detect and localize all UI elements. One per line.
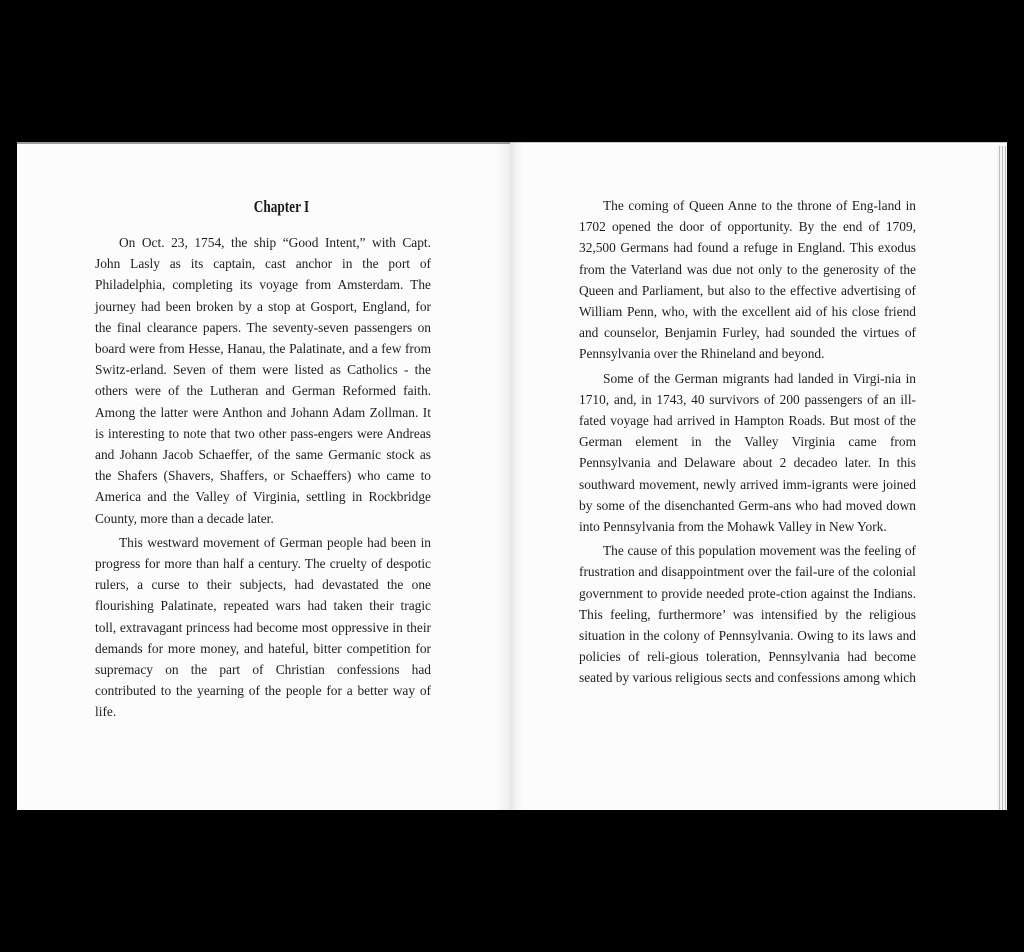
left-paragraph-2: This westward movement of German people had been in progress for more than half a century. The cruelty of despotic rulers, a curse to their subjects, had devastated the one flourishing Palatinate, repeated wars had taken their tragic toll, extravagant princess had become most oppressive in their demands for more money, and hateful, bitter competition for supremacy on the part of Christian confessions had contributed to the yearning of the people for a better way of life. (95, 534, 431, 720)
left-page-text (95, 232, 431, 726)
book-gutter (495, 142, 525, 810)
right-paragraph-1: The coming of Queen Anne to the throne of Eng-land in 1702 opened the door of opportunity. By the end of 1709, 32,500 Germans had found a refuge in England. This exodus from the Vaterland was due not only to the generosity of the Queen and Parliament, but also to the effective advertising of William Penn, who, with the excellent aid of his close friend and counselor, Benjamin Furley, had sounded the virtues of Pennsylvania over the Rhineland and beyond. (579, 198, 916, 362)
right-paragraph-3: The cause of this population movement was the feeling of frustration and disappointment over the fail-ure of the colonial government to provide needed prote-ction against the Indians. This feeling, furthermore’ was intensified by the religious situation in the colony of Pennsylvania. Owing to its laws and policies of reli-gious toleration, Pennsylvania had become seated by various religious sects and confessions among which (579, 543, 916, 686)
right-page-text (579, 195, 916, 692)
right-page (510, 142, 1007, 810)
chapter-title: Chapter I (253, 197, 310, 216)
page-stack-edge (997, 146, 1007, 810)
right-paragraph-2: Some of the German migrants had landed in Virgi-nia in 1710, and, in 1743, 40 survivors of 200 passengers of an ill-fated voyage had arrived in Hampton Roads. But most of the German element in the Valley Virginia came from Pennsylvania and Delaware about 2 decadeo later. In this southward movement, newly arrived imm-igrants were joined by some of the disenchanted Germ-ans who had moved down into Pennsylvania from the Mohawk Valley in New York. (579, 370, 916, 535)
book-spread (17, 142, 1007, 810)
left-paragraph-1: On Oct. 23, 1754, the ship “Good Intent,” with Capt. John Lasly as its captain, cast anchor in the port of Philadelphia, completing its voyage from Amsterdam. The journey had been broken by a stop at Gosport, England, for the final clearance papers. The seventy-seven passengers on board were from Hesse, Hanau, the Palatinate, and a few from Switz-erland. Seven of them were listed as Catholics - the others were of the Lutheran and German Reformed faith. Among the latter were Anthon and Johann Adam Zollman. It is interesting to note that two other pass-engers were Andreas and Johann Jacob Schaeffer, of the same Germanic stock as the Shafers (Shavers, Shaffers, or Schaeffers) who came to America and the Valley of Virginia, settling in Rockbridge County, more than a decade later. (95, 235, 431, 526)
left-page (17, 142, 510, 810)
